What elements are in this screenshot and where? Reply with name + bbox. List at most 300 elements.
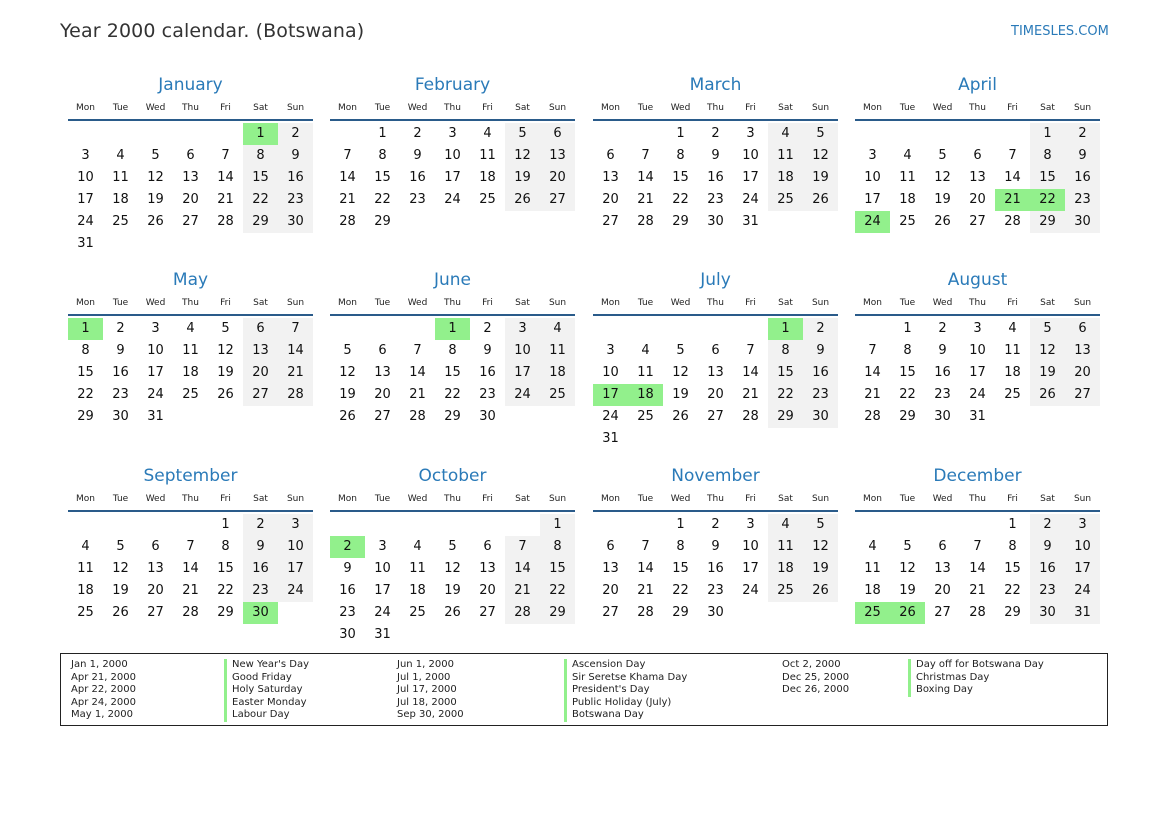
weekday-header xyxy=(593,494,838,512)
weekday-label: Sun xyxy=(811,494,830,504)
day-cell: 15 xyxy=(217,561,234,576)
day-cell: 25 xyxy=(768,189,803,211)
day-cell: 5 xyxy=(505,123,540,145)
day-cell: 18 xyxy=(479,170,496,185)
day-cell: 13 xyxy=(243,340,278,362)
weekday-label: Thu xyxy=(444,103,461,113)
month-name: August xyxy=(947,270,1008,290)
day-cell: 18 xyxy=(899,192,916,207)
legend-holiday-name: Holy Saturday xyxy=(224,684,309,697)
day-cell: 15 xyxy=(1004,561,1021,576)
day-cell: 27 xyxy=(1065,384,1100,406)
day-cell: 6 xyxy=(483,539,492,554)
holiday-day-cell: 1 xyxy=(243,123,278,145)
weekday-label: Sun xyxy=(1073,494,1092,504)
day-cell: 27 xyxy=(243,384,278,406)
weekday-label: Wed xyxy=(407,103,428,113)
day-cell: 3 xyxy=(505,318,540,340)
day-cell: 2 xyxy=(483,321,492,336)
day-cell: 4 xyxy=(483,126,492,141)
day-cell: 6 xyxy=(606,539,615,554)
weekday-label: Fri xyxy=(482,298,493,308)
day-cell: 5 xyxy=(903,539,912,554)
day-cell: 1 xyxy=(540,514,575,536)
day-cell: 1 xyxy=(676,126,685,141)
day-cell: 10 xyxy=(742,539,759,554)
weekday-label: Thu xyxy=(969,494,986,504)
weekday-label: Sat xyxy=(253,494,268,504)
day-cell: 30 xyxy=(1065,211,1100,233)
day-cell: 23 xyxy=(479,387,496,402)
day-cell: 22 xyxy=(672,583,689,598)
day-cell: 22 xyxy=(374,192,391,207)
weekday-label: Thu xyxy=(707,494,724,504)
day-cell: 16 xyxy=(339,583,356,598)
holiday-day-cell: 22 xyxy=(1030,189,1065,211)
legend-holiday-name: Ascension Day xyxy=(564,659,687,672)
day-cell: 6 xyxy=(540,123,575,145)
holiday-day-cell: 1 xyxy=(768,318,803,340)
day-cell: 5 xyxy=(803,514,838,536)
day-cell: 24 xyxy=(969,387,986,402)
day-cell: 20 xyxy=(602,583,619,598)
day-cell: 2 xyxy=(243,514,278,536)
weekday-label: Sat xyxy=(515,298,530,308)
day-grid xyxy=(330,318,575,432)
day-cell: 13 xyxy=(969,170,986,185)
month-name: February xyxy=(414,75,491,95)
day-cell: 16 xyxy=(1030,558,1065,580)
weekday-label: Sat xyxy=(1040,298,1055,308)
day-cell: 30 xyxy=(339,627,356,642)
weekday-label: Wed xyxy=(407,494,428,504)
month-name: October xyxy=(418,466,487,486)
month-name: March xyxy=(689,75,742,95)
day-cell: 1 xyxy=(1008,517,1017,532)
day-cell: 21 xyxy=(637,192,654,207)
day-cell: 28 xyxy=(217,214,234,229)
day-cell: 12 xyxy=(217,343,234,358)
day-cell: 6 xyxy=(151,539,160,554)
day-grid xyxy=(855,514,1100,628)
day-cell: 26 xyxy=(803,189,838,211)
weekday-label: Fri xyxy=(220,494,231,504)
day-cell: 13 xyxy=(147,561,164,576)
day-cell: 20 xyxy=(147,583,164,598)
day-cell: 8 xyxy=(221,539,230,554)
day-cell: 9 xyxy=(711,539,720,554)
day-cell: 15 xyxy=(374,170,391,185)
month-october xyxy=(330,465,575,650)
legend-date: May 1, 2000 xyxy=(71,709,134,721)
day-cell: 23 xyxy=(112,387,129,402)
day-cell: 23 xyxy=(243,580,278,602)
day-cell: 15 xyxy=(540,558,575,580)
day-cell: 29 xyxy=(768,406,803,428)
day-cell: 11 xyxy=(864,561,881,576)
day-cell: 4 xyxy=(413,539,422,554)
day-cell: 10 xyxy=(969,343,986,358)
day-cell: 8 xyxy=(1008,539,1017,554)
day-cell: 27 xyxy=(147,605,164,620)
day-cell: 15 xyxy=(768,362,803,384)
day-cell: 6 xyxy=(1065,318,1100,340)
day-cell: 29 xyxy=(672,605,689,620)
month-name: January xyxy=(158,75,223,95)
day-cell: 30 xyxy=(707,605,724,620)
weekday-label: Sat xyxy=(253,103,268,113)
weekday-label: Mon xyxy=(76,298,95,308)
day-cell: 3 xyxy=(81,148,90,163)
day-cell: 22 xyxy=(1004,583,1021,598)
day-cell: 20 xyxy=(934,583,951,598)
day-cell: 30 xyxy=(278,211,313,233)
weekday-label: Thu xyxy=(444,298,461,308)
day-cell: 25 xyxy=(540,384,575,406)
weekday-label: Thu xyxy=(707,298,724,308)
day-cell: 19 xyxy=(444,583,461,598)
day-cell: 6 xyxy=(243,318,278,340)
day-cell: 9 xyxy=(278,145,313,167)
day-grid xyxy=(855,318,1100,432)
day-cell: 2 xyxy=(711,126,720,141)
day-cell: 24 xyxy=(147,387,164,402)
day-cell: 17 xyxy=(147,365,164,380)
day-cell: 13 xyxy=(602,170,619,185)
day-cell: 14 xyxy=(1004,170,1021,185)
day-cell: 6 xyxy=(186,148,195,163)
weekday-label: Tue xyxy=(637,103,654,113)
day-cell: 2 xyxy=(1065,123,1100,145)
day-cell: 8 xyxy=(676,148,685,163)
day-cell: 3 xyxy=(448,126,457,141)
day-cell: 27 xyxy=(934,605,951,620)
day-cell: 18 xyxy=(540,362,575,384)
day-grid xyxy=(593,514,838,628)
day-cell: 2 xyxy=(711,517,720,532)
day-cell: 20 xyxy=(243,362,278,384)
weekday-label: Mon xyxy=(338,494,357,504)
legend-dates-col-3 xyxy=(782,659,849,697)
day-cell: 6 xyxy=(378,343,387,358)
day-cell: 29 xyxy=(243,211,278,233)
day-cell: 12 xyxy=(934,170,951,185)
legend-dates-col-1 xyxy=(71,659,136,722)
day-cell: 27 xyxy=(479,605,496,620)
weekday-label: Tue xyxy=(637,494,654,504)
day-cell: 17 xyxy=(864,192,881,207)
day-cell: 26 xyxy=(1030,384,1065,406)
day-cell: 29 xyxy=(374,214,391,229)
legend-holiday-name: Day off for Botswana Day xyxy=(908,659,1044,672)
day-cell: 15 xyxy=(77,365,94,380)
weekday-label: Tue xyxy=(899,494,916,504)
day-cell: 22 xyxy=(768,384,803,406)
day-cell: 25 xyxy=(637,409,654,424)
weekday-label: Fri xyxy=(1007,298,1018,308)
day-cell: 13 xyxy=(934,561,951,576)
weekday-label: Sun xyxy=(286,494,305,504)
legend-date: Sep 30, 2000 xyxy=(397,709,464,721)
holiday-day-cell: 21 xyxy=(995,189,1030,211)
day-cell: 28 xyxy=(505,602,540,624)
day-cell: 14 xyxy=(864,365,881,380)
weekday-label: Wed xyxy=(932,494,953,504)
holiday-day-cell: 2 xyxy=(330,536,365,558)
day-cell: 26 xyxy=(934,214,951,229)
weekday-header xyxy=(855,494,1100,512)
weekday-label: Mon xyxy=(76,103,95,113)
weekday-label: Mon xyxy=(863,298,882,308)
day-cell: 7 xyxy=(868,343,877,358)
weekday-label: Tue xyxy=(374,103,391,113)
day-cell: 12 xyxy=(444,561,461,576)
day-cell: 25 xyxy=(77,605,94,620)
day-cell: 11 xyxy=(540,340,575,362)
holiday-day-cell: 24 xyxy=(855,211,890,233)
day-cell: 29 xyxy=(540,602,575,624)
weekday-label: Sun xyxy=(286,298,305,308)
weekday-label: Wed xyxy=(145,298,166,308)
day-cell: 9 xyxy=(413,148,422,163)
day-cell: 3 xyxy=(1065,514,1100,536)
day-cell: 31 xyxy=(374,627,391,642)
day-cell: 24 xyxy=(278,580,313,602)
day-cell: 29 xyxy=(444,409,461,424)
day-cell: 3 xyxy=(746,517,755,532)
day-cell: 4 xyxy=(641,343,650,358)
day-cell: 6 xyxy=(938,539,947,554)
day-cell: 27 xyxy=(374,409,391,424)
legend-holiday-name: Easter Monday xyxy=(224,697,309,710)
day-cell: 7 xyxy=(641,539,650,554)
legend-names-col-3 xyxy=(908,659,1044,697)
legend-dates-col-2 xyxy=(397,659,464,722)
weekday-label: Tue xyxy=(112,494,129,504)
day-cell: 5 xyxy=(803,123,838,145)
weekday-label: Sun xyxy=(286,103,305,113)
month-july xyxy=(593,269,838,454)
day-cell: 28 xyxy=(182,605,199,620)
day-cell: 25 xyxy=(899,214,916,229)
day-cell: 26 xyxy=(339,409,356,424)
day-cell: 18 xyxy=(77,583,94,598)
day-cell: 20 xyxy=(602,192,619,207)
day-cell: 10 xyxy=(444,148,461,163)
legend-date: Apr 24, 2000 xyxy=(71,696,137,708)
day-cell: 21 xyxy=(864,387,881,402)
day-cell: 9 xyxy=(483,343,492,358)
weekday-label: Sat xyxy=(778,298,793,308)
day-grid xyxy=(855,123,1100,237)
day-cell: 21 xyxy=(742,387,759,402)
weekday-label: Tue xyxy=(637,298,654,308)
legend-holiday-name: President's Day xyxy=(564,684,687,697)
weekday-label: Tue xyxy=(112,103,129,113)
day-cell: 18 xyxy=(112,192,129,207)
day-cell: 22 xyxy=(540,580,575,602)
day-cell: 12 xyxy=(672,365,689,380)
day-cell: 16 xyxy=(479,365,496,380)
day-cell: 21 xyxy=(637,583,654,598)
weekday-label: Fri xyxy=(220,298,231,308)
day-cell: 2 xyxy=(278,123,313,145)
day-cell: 13 xyxy=(707,365,724,380)
day-cell: 12 xyxy=(339,365,356,380)
weekday-label: Mon xyxy=(863,103,882,113)
day-cell: 10 xyxy=(864,170,881,185)
day-cell: 12 xyxy=(147,170,164,185)
brand-link[interactable]: TIMESLES.COM xyxy=(1011,24,1109,39)
day-cell: 17 xyxy=(1065,558,1100,580)
day-cell: 21 xyxy=(409,387,426,402)
day-cell: 21 xyxy=(505,580,540,602)
weekday-label: Fri xyxy=(745,494,756,504)
day-cell: 30 xyxy=(112,409,129,424)
day-cell: 19 xyxy=(803,167,838,189)
day-cell: 4 xyxy=(903,148,912,163)
weekday-label: Sat xyxy=(778,494,793,504)
weekday-label: Tue xyxy=(899,298,916,308)
weekday-label: Thu xyxy=(182,494,199,504)
day-cell: 12 xyxy=(505,145,540,167)
day-cell: 3 xyxy=(746,126,755,141)
day-cell: 29 xyxy=(899,409,916,424)
weekday-label: Tue xyxy=(374,494,391,504)
day-cell: 16 xyxy=(803,362,838,384)
weekday-label: Fri xyxy=(745,103,756,113)
weekday-header xyxy=(330,103,575,121)
day-cell: 6 xyxy=(606,148,615,163)
day-cell: 9 xyxy=(343,561,352,576)
day-cell: 7 xyxy=(221,148,230,163)
legend-date: Apr 21, 2000 xyxy=(71,671,137,683)
weekday-label: Sat xyxy=(515,494,530,504)
day-cell: 11 xyxy=(899,170,916,185)
day-cell: 25 xyxy=(1004,387,1021,402)
day-cell: 17 xyxy=(742,561,759,576)
day-cell: 24 xyxy=(77,214,94,229)
day-cell: 22 xyxy=(899,387,916,402)
day-cell: 19 xyxy=(672,387,689,402)
day-cell: 9 xyxy=(1065,145,1100,167)
day-cell: 22 xyxy=(77,387,94,402)
legend-names-col-1 xyxy=(224,659,309,722)
holiday-day-cell: 26 xyxy=(890,602,925,624)
day-cell: 7 xyxy=(278,318,313,340)
day-cell: 23 xyxy=(1030,580,1065,602)
holiday-day-cell: 17 xyxy=(593,384,628,406)
day-cell: 6 xyxy=(973,148,982,163)
day-cell: 17 xyxy=(278,558,313,580)
day-grid xyxy=(330,514,575,650)
day-grid xyxy=(68,514,313,628)
day-cell: 15 xyxy=(444,365,461,380)
day-cell: 28 xyxy=(742,409,759,424)
day-cell: 10 xyxy=(374,561,391,576)
day-cell: 4 xyxy=(186,321,195,336)
day-cell: 24 xyxy=(505,384,540,406)
day-cell: 19 xyxy=(803,558,838,580)
day-cell: 2 xyxy=(1030,514,1065,536)
day-cell: 19 xyxy=(899,583,916,598)
day-cell: 4 xyxy=(768,514,803,536)
day-cell: 24 xyxy=(374,605,391,620)
months-grid xyxy=(68,74,1102,654)
weekday-label: Sun xyxy=(811,103,830,113)
day-cell: 11 xyxy=(112,170,129,185)
day-cell: 9 xyxy=(243,536,278,558)
day-cell: 1 xyxy=(676,517,685,532)
day-cell: 3 xyxy=(378,539,387,554)
weekday-label: Wed xyxy=(407,298,428,308)
day-cell: 12 xyxy=(899,561,916,576)
day-cell: 28 xyxy=(637,605,654,620)
weekday-label: Fri xyxy=(1007,103,1018,113)
day-cell: 18 xyxy=(864,583,881,598)
day-cell: 16 xyxy=(409,170,426,185)
day-cell: 1 xyxy=(903,321,912,336)
day-cell: 2 xyxy=(413,126,422,141)
legend-holiday-name: Labour Day xyxy=(224,709,309,722)
day-cell: 30 xyxy=(479,409,496,424)
weekday-header xyxy=(593,298,838,316)
day-cell: 5 xyxy=(938,148,947,163)
day-cell: 23 xyxy=(803,384,838,406)
weekday-label: Sat xyxy=(1040,103,1055,113)
day-cell: 12 xyxy=(803,536,838,558)
day-cell: 23 xyxy=(1065,189,1100,211)
weekday-label: Mon xyxy=(601,103,620,113)
month-february xyxy=(330,74,575,237)
weekday-label: Tue xyxy=(899,103,916,113)
month-name: December xyxy=(933,466,1022,486)
legend-holiday-name: New Year's Day xyxy=(224,659,309,672)
day-cell: 19 xyxy=(1030,362,1065,384)
day-cell: 29 xyxy=(77,409,94,424)
day-cell: 1 xyxy=(378,126,387,141)
day-cell: 31 xyxy=(1065,602,1100,624)
month-may xyxy=(68,269,313,432)
weekday-label: Fri xyxy=(482,103,493,113)
legend-holiday-name: Christmas Day xyxy=(908,672,1044,685)
legend-date: Jul 18, 2000 xyxy=(397,696,457,708)
day-cell: 7 xyxy=(1008,148,1017,163)
day-cell: 13 xyxy=(602,561,619,576)
day-cell: 20 xyxy=(374,387,391,402)
day-cell: 11 xyxy=(409,561,426,576)
holiday-day-cell: 18 xyxy=(628,384,663,406)
day-cell: 14 xyxy=(409,365,426,380)
month-name: September xyxy=(143,466,238,486)
day-cell: 4 xyxy=(540,318,575,340)
day-cell: 11 xyxy=(479,148,496,163)
weekday-label: Sun xyxy=(811,298,830,308)
day-cell: 5 xyxy=(221,321,230,336)
weekday-label: Wed xyxy=(932,103,953,113)
day-cell: 8 xyxy=(676,539,685,554)
day-cell: 31 xyxy=(602,431,619,446)
day-cell: 18 xyxy=(768,558,803,580)
day-grid xyxy=(330,123,575,237)
weekday-label: Sun xyxy=(548,494,567,504)
day-cell: 25 xyxy=(409,605,426,620)
month-name: July xyxy=(700,270,731,290)
day-cell: 20 xyxy=(969,192,986,207)
day-cell: 4 xyxy=(868,539,877,554)
legend-date: Dec 25, 2000 xyxy=(782,671,850,683)
holiday-legend xyxy=(60,653,1108,726)
